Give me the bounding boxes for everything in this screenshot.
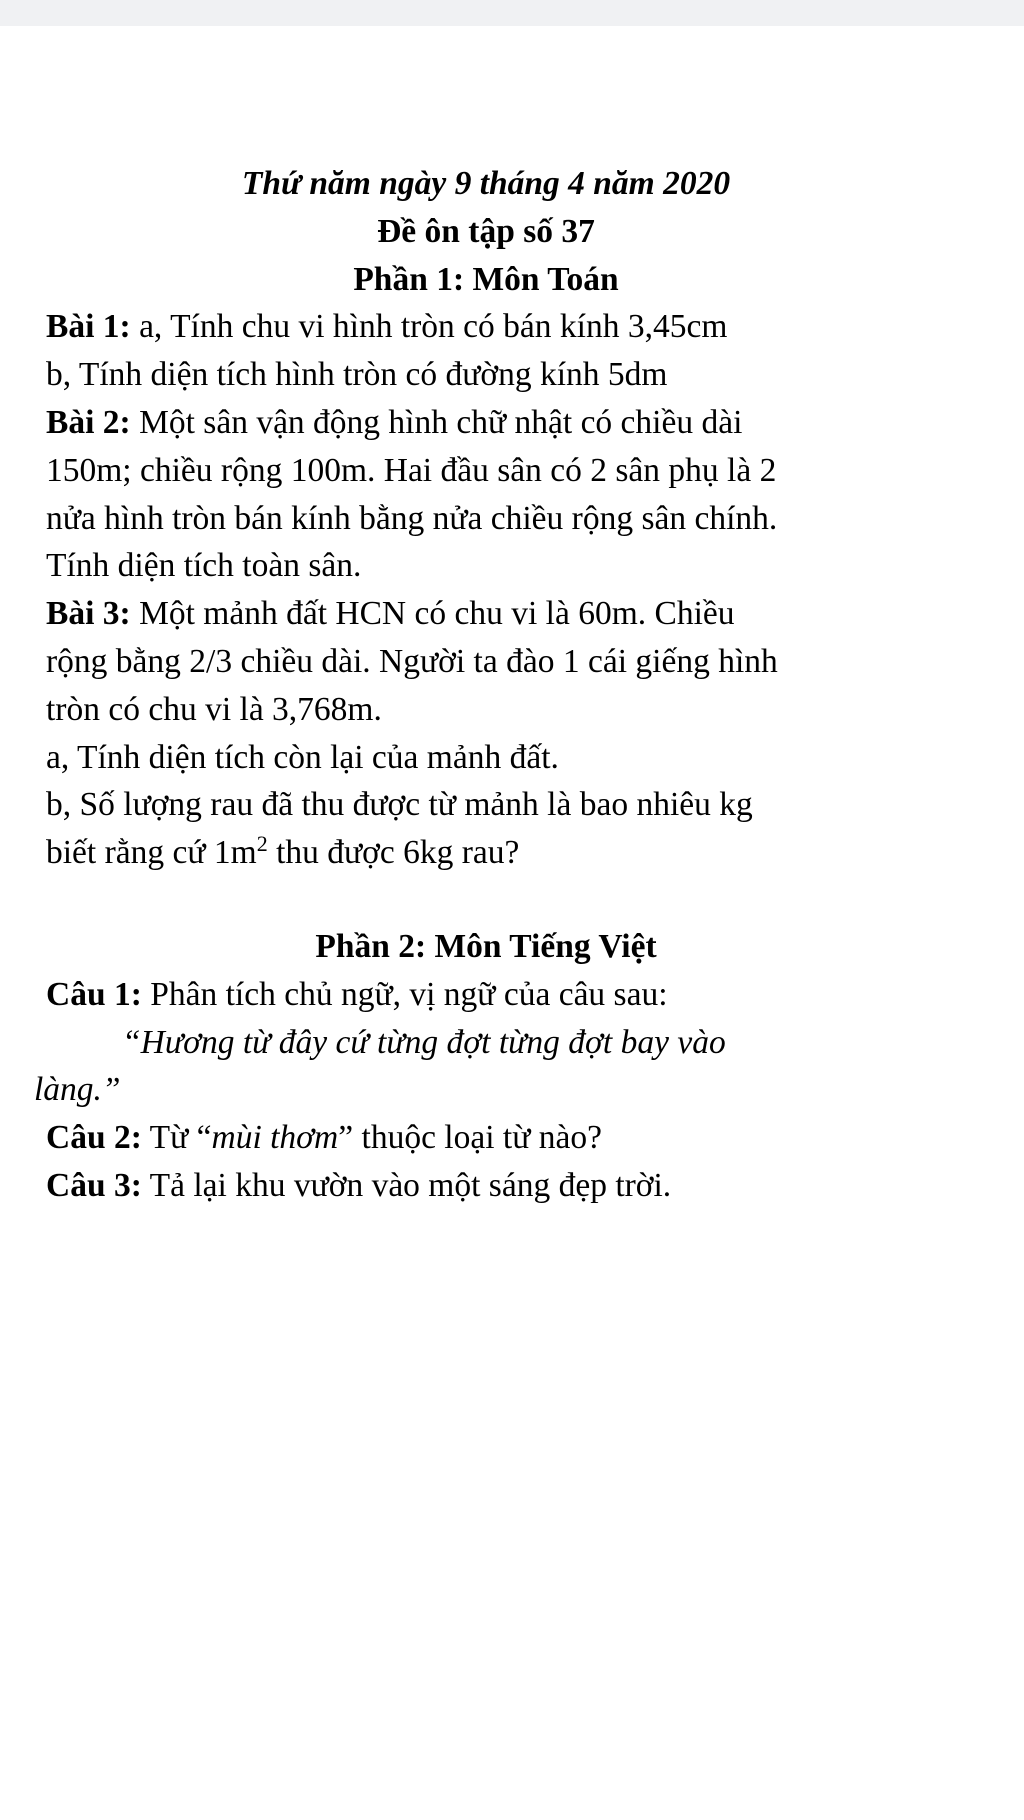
cau3-label: Câu 3:	[46, 1166, 142, 1204]
cau2-line	[46, 1114, 986, 1162]
date-heading: Thứ năm ngày 9 tháng 4 năm 2020	[241, 165, 731, 202]
part2-title: Phần 2: Môn Tiếng Việt	[315, 927, 657, 965]
cau2-text-pre: Từ “	[141, 1119, 212, 1157]
cau1-quote-line-2: làng.”	[34, 1071, 121, 1109]
cau3-text: Tả lại khu vườn vào một sáng đẹp trời.	[141, 1166, 672, 1204]
section-gap	[46, 877, 986, 923]
worksheet-document	[34, 160, 986, 1210]
worksheet-title: Đề ôn tập số 37	[377, 212, 595, 250]
bai3-text-6-pre: biết rằng cứ 1m	[46, 834, 257, 872]
superscript-exponent: 2	[256, 831, 268, 857]
cau2-label: Câu 2:	[46, 1119, 142, 1157]
bai2-label: Bài 2:	[46, 403, 131, 441]
part1-title: Phần 1: Môn Toán	[353, 260, 619, 298]
cau1-text: Phân tích chủ ngữ, vị ngữ của câu sau:	[141, 975, 668, 1013]
top-status-strip	[0, 0, 1024, 26]
bai2-line-2: 150m; chiều rộng 100m. Hai đầu sân có 2 sân phụ là 2	[46, 451, 777, 489]
bai1-line-b: b, Tính diện tích hình tròn có đường kính 5dm	[46, 356, 668, 394]
bai1-label: Bài 1:	[46, 308, 131, 346]
cau1-quote-line-1: “Hương từ đây cứ từng đợt từng đợt bay vào	[122, 1023, 726, 1061]
bai2-text-1: Một sân vận động hình chữ nhật có chiều dài	[130, 403, 743, 441]
bai3-line-5: b, Số lượng rau đã thu được từ mảnh là bao nhiêu kg	[46, 786, 753, 824]
bai3-line-2: rộng bằng 2/3 chiều dài. Người ta đào 1 cái giếng hình	[46, 642, 778, 680]
cau2-text-post: ” thuộc loại từ nào?	[338, 1119, 602, 1157]
cau1-label: Câu 1:	[46, 975, 142, 1013]
cau3-line	[46, 1162, 986, 1210]
bai3-line-6	[46, 829, 986, 877]
bai3-text-6-post: thu được 6kg rau?	[267, 834, 520, 872]
bai3-text-1: Một mảnh đất HCN có chu vi là 60m. Chiều	[130, 595, 735, 633]
bai1-line-a	[46, 303, 986, 351]
bai2-line-1	[46, 399, 986, 447]
bai3-line-1	[46, 590, 986, 638]
bai3-line-3: tròn có chu vi là 3,768m.	[46, 690, 382, 728]
bai2-line-3: nửa hình tròn bán kính bằng nửa chiều rộng sân chính.	[46, 499, 778, 537]
cau2-text-italic: mùi thơm	[211, 1119, 339, 1157]
cau1-line	[46, 971, 986, 1019]
bai2-line-4: Tính diện tích toàn sân.	[46, 547, 362, 585]
bai3-line-4: a, Tính diện tích còn lại của mảnh đất.	[46, 738, 559, 776]
bai1-text-a: a, Tính chu vi hình tròn có bán kính 3,45cm	[130, 308, 728, 346]
bai3-label: Bài 3:	[46, 595, 131, 633]
